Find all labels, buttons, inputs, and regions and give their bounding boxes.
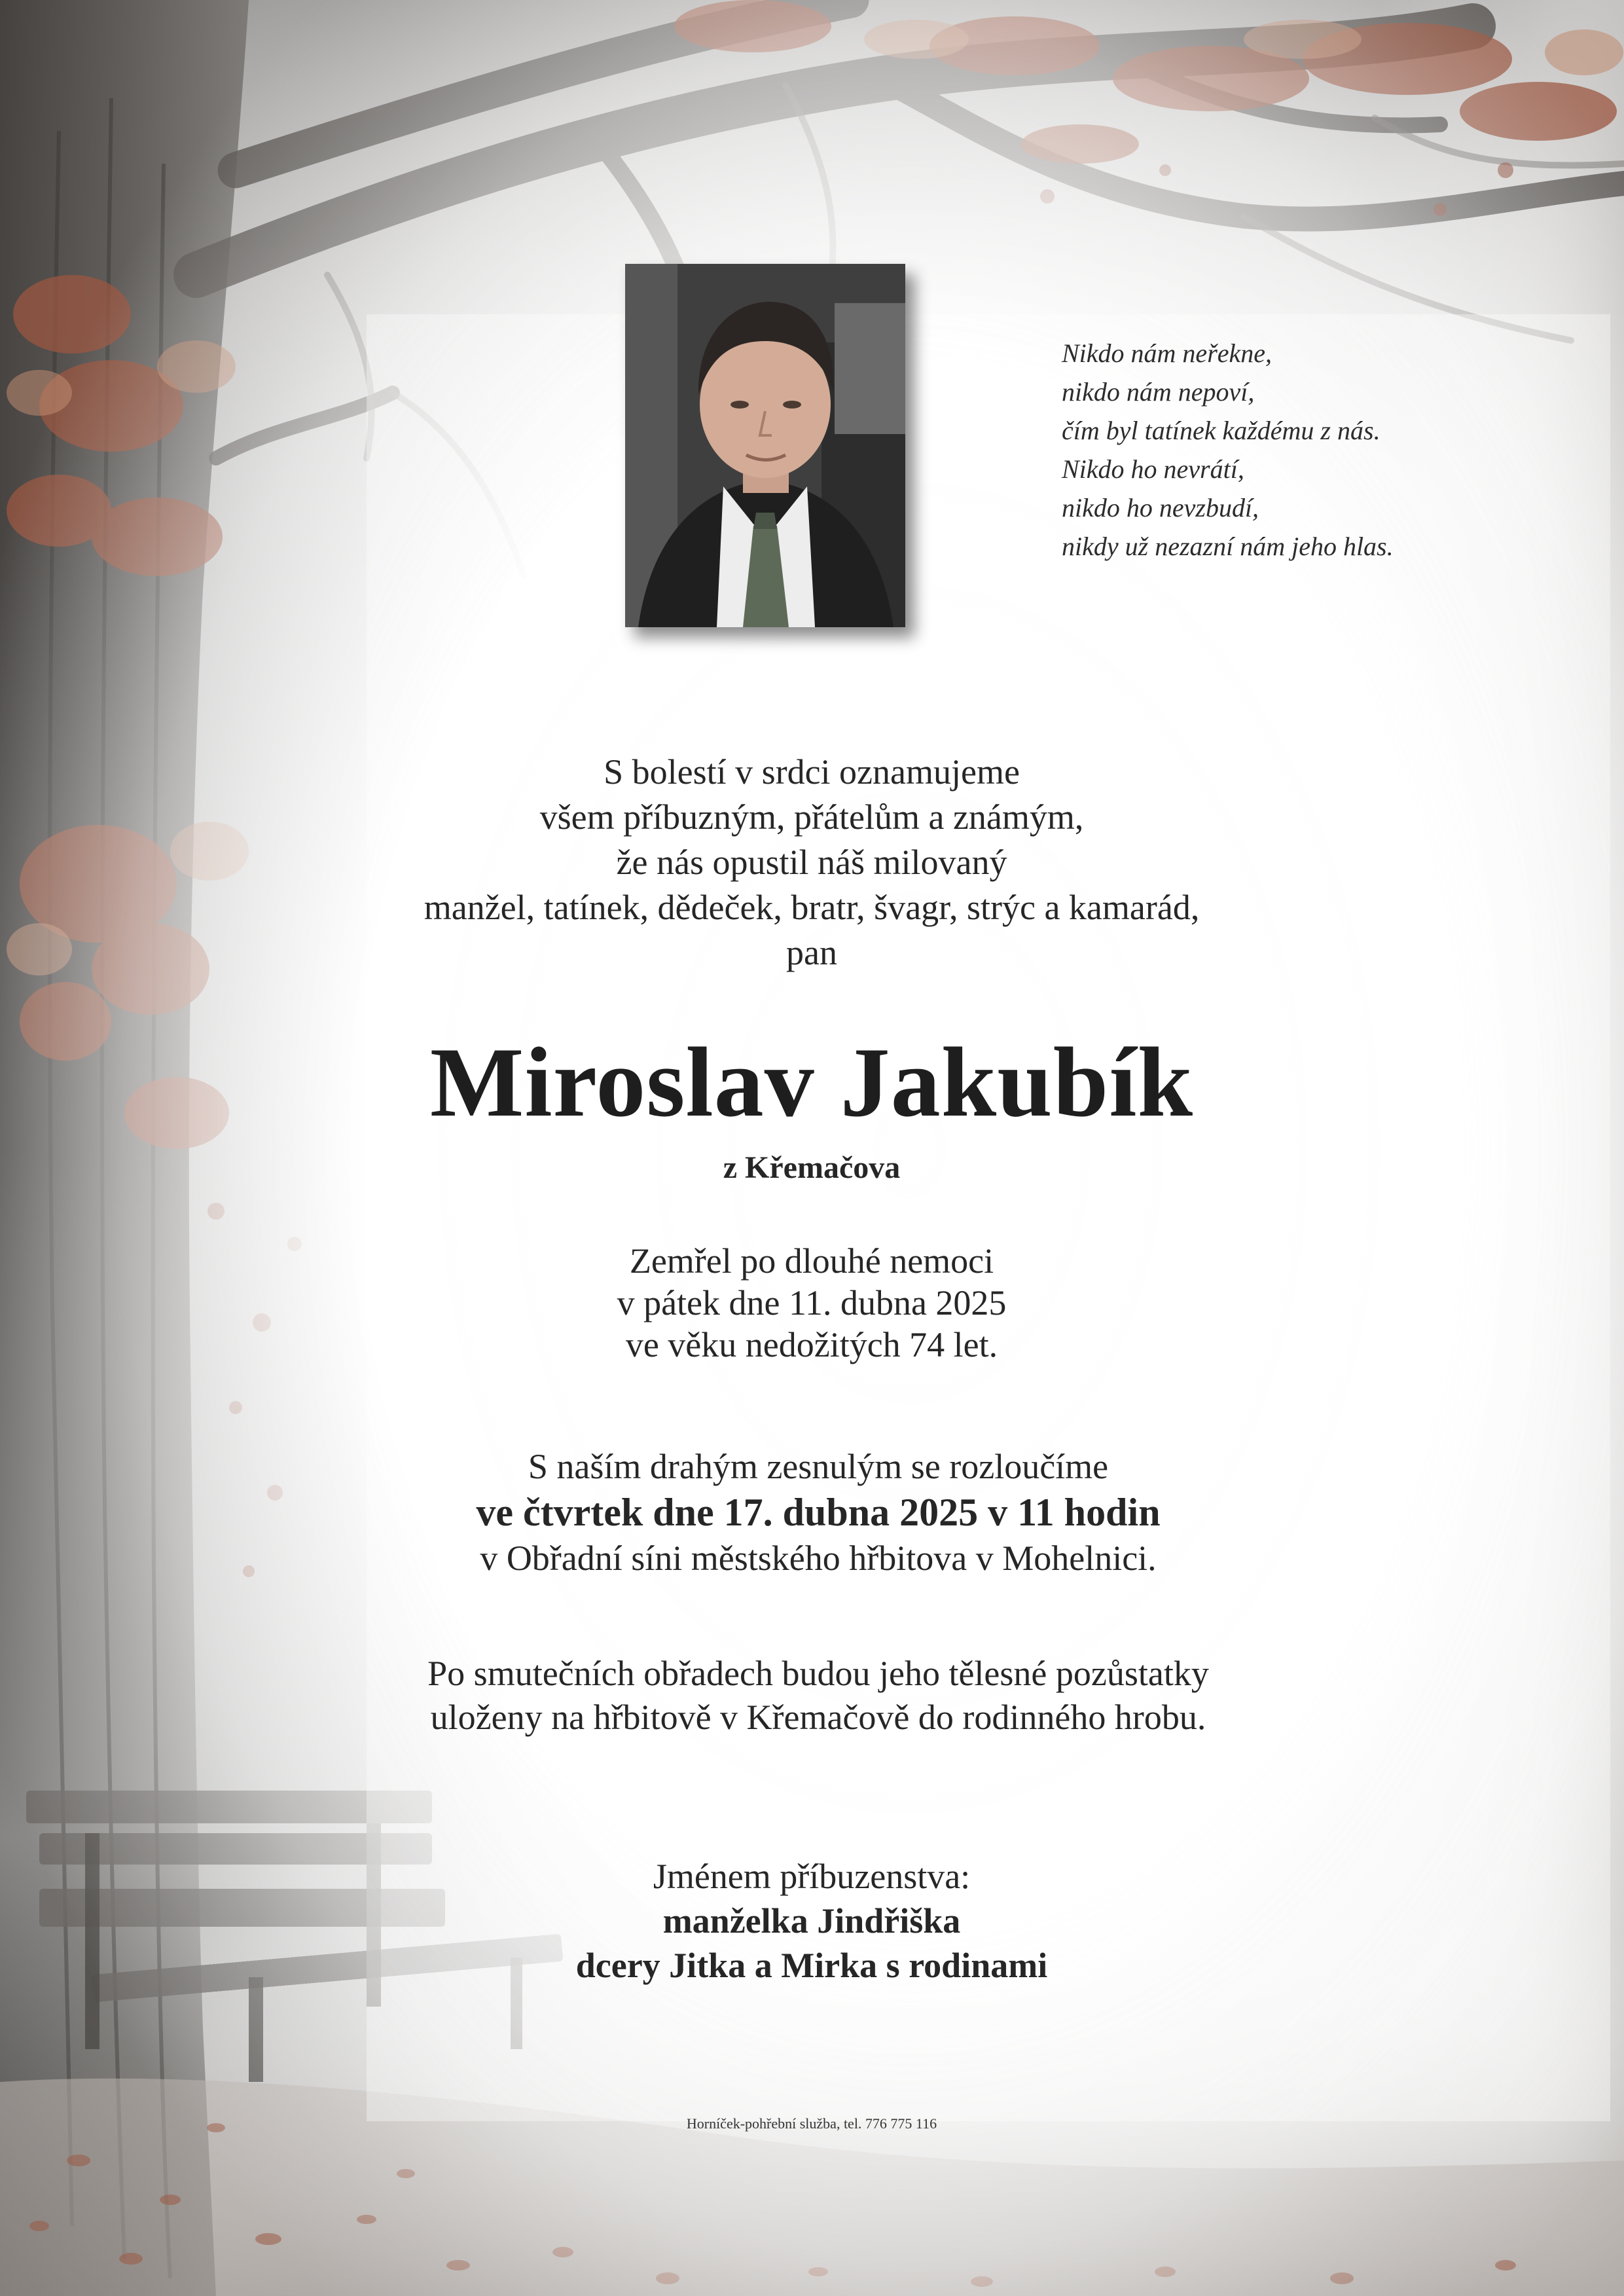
announcement-line: že nás opustil náš milovaný bbox=[616, 843, 1007, 882]
portrait-photo bbox=[625, 264, 905, 627]
funeral-info bbox=[275, 1444, 1362, 1581]
funeral-service-footer: Horníček-pohřební služba, tel. 776 775 116 bbox=[686, 2115, 937, 2132]
poem-line: nikdo ho nevzbudí, bbox=[1062, 493, 1259, 522]
family-signature bbox=[419, 1854, 1204, 1988]
funeral-datetime: ve čtvrtek dne 17. dubna 2025 v 11 hodin bbox=[476, 1491, 1161, 1534]
announcement-line: S bolestí v srdci oznamujeme bbox=[604, 752, 1020, 792]
burial-line: Po smutečních obřadech budou jeho tělesné pozůstatky bbox=[427, 1654, 1209, 1693]
announcement-line: manžel, tatínek, dědeček, bratr, švagr, strýc a kamarád, bbox=[424, 888, 1200, 927]
deceased-origin: z Křemačova bbox=[723, 1150, 901, 1185]
announcement-line: všem příbuzným, přátelům a známým, bbox=[539, 797, 1084, 837]
announcement-line: pan bbox=[786, 933, 837, 972]
poem-line: nikdo nám nepoví, bbox=[1062, 377, 1255, 407]
funeral-place: v Obřadní síni městského hřbitova v Mohelnici. bbox=[480, 1539, 1157, 1578]
death-info bbox=[419, 1240, 1204, 1366]
poem-line: Nikdo nám neřekne, bbox=[1062, 338, 1272, 368]
burial-line: uloženy na hřbitově v Křemačově do rodinného hrobu. bbox=[430, 1698, 1206, 1737]
poem-line: nikdy už nezazní nám jeho hlas. bbox=[1062, 532, 1394, 561]
death-info-line: v pátek dne 11. dubna 2025 bbox=[617, 1283, 1007, 1322]
family-member: manželka Jindřiška bbox=[662, 1901, 961, 1941]
funeral-intro: S naším drahým zesnulým se rozloučíme bbox=[528, 1447, 1109, 1486]
deceased-name: Miroslav Jakubík bbox=[429, 1027, 1194, 1137]
death-info-line: ve věku nedožitých 74 let. bbox=[625, 1325, 998, 1364]
burial-info bbox=[275, 1652, 1362, 1740]
poem-line: čím byl tatínek každému z nás. bbox=[1062, 416, 1380, 445]
family-member: dcery Jitka a Mirka s rodinami bbox=[575, 1946, 1048, 1985]
death-info-line: Zemřel po dlouhé nemoci bbox=[629, 1241, 994, 1281]
poem-line: Nikdo ho nevrátí, bbox=[1062, 454, 1244, 484]
announcement-text bbox=[288, 750, 1335, 975]
family-intro: Jménem příbuzenstva: bbox=[653, 1857, 971, 1896]
memorial-poem bbox=[1062, 334, 1559, 566]
